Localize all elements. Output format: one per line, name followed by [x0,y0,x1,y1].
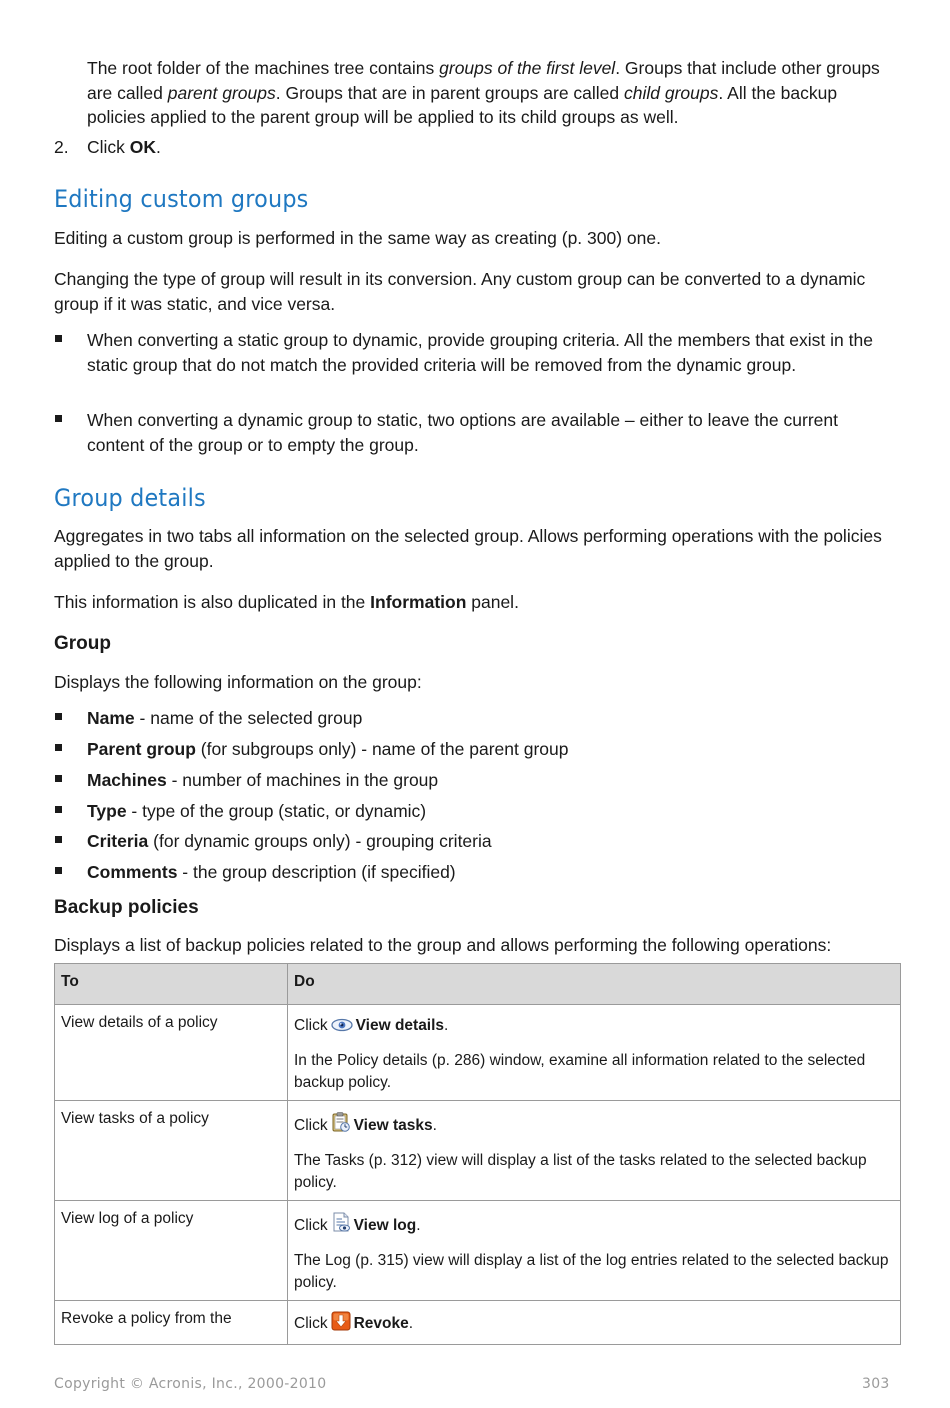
group-intro: Displays the following information on the group: [54,672,422,692]
row-note: In the Policy details (p. 286) window, examine all information related to the selected backup policy. [294,1052,866,1091]
bullet-marker [55,806,62,813]
table-cell-to: View details of a policy [55,1005,288,1101]
table-cell-to: Revoke a policy from the [55,1301,288,1345]
eye-icon[interactable] [331,1017,353,1040]
heading-group-details: Group details [54,484,206,512]
group-item-type: Type - type of the group (static, or dynamic) [87,801,427,821]
editing-paragraph-1: Editing a custom group is performed in the same way as creating (p. 300) one. [54,228,661,248]
table-row [55,1101,901,1201]
bullet-marker [55,867,62,874]
table-cell-to: View tasks of a policy [55,1101,288,1201]
editing-bullet-1: When converting a static group to dynamic, provide grouping criteria. All the members that exist in the static group that do not match the provided criteria will be removed from the dynamic group. [87,330,873,375]
row-note: The Tasks (p. 312) view will display a list of the tasks related to the selected backup policy. [294,1152,867,1191]
step-number: 2. [54,137,69,157]
policies-table [54,963,901,1345]
table-cell-do: Click View details. In the Policy details (p. 286) window, examine all information related to the selected backup policy. [288,1005,901,1101]
group-item-comments: Comments - the group description (if specified) [87,862,456,882]
editing-bullet-2: When converting a dynamic group to static, two options are available – either to leave the current content of the group or to empty the group. [87,410,838,455]
table-cell-do: Click View tasks. The Tasks (p. 312) view will display a list of the tasks related to the selected backup policy. [288,1101,901,1201]
row-note: The Log (p. 315) view will display a list of the log entries related to the selected backup policy. [294,1252,889,1291]
backup-policies-intro: Displays a list of backup policies related to the group and allows performing the following operations: [54,935,832,955]
heading-editing-custom-groups: Editing custom groups [54,185,309,213]
group-item-parent-group: Parent group (for subgroups only) - name of the parent group [87,739,569,759]
intro-paragraph: The root folder of the machines tree contains groups of the first level. Groups that include other groups are called parent groups. Groups that are in parent groups are called child groups. All the backup policies applied to the parent group will be applied to its child groups as well. [87,58,880,127]
tasks-icon[interactable] [331,1111,351,1140]
bullet-marker [55,713,62,720]
table-row [55,1005,901,1101]
revoke-action[interactable]: Revoke [353,1315,409,1332]
heading-group: Group [54,633,111,654]
table-header-do: Do [288,964,901,1005]
group-item-name: Name - name of the selected group [87,708,363,728]
view-tasks-action[interactable]: View tasks [353,1117,433,1134]
view-details-action[interactable]: View details [355,1017,445,1034]
footer-page-number: 303 [862,1376,890,1392]
bullet-marker [55,775,62,782]
group-item-criteria: Criteria (for dynamic groups only) - grouping criteria [87,831,492,851]
editing-paragraph-2: Changing the type of group will result in its conversion. Any custom group can be converted to a dynamic group if it was static, and vice versa. [54,269,866,314]
log-icon[interactable] [331,1211,351,1240]
table-row [55,1301,901,1345]
table-row [55,1201,901,1301]
view-log-action[interactable]: View log [353,1217,417,1234]
bullet-marker [55,744,62,751]
bullet-marker [55,836,62,843]
table-cell-to: View log of a policy [55,1201,288,1301]
heading-backup-policies: Backup policies [54,897,199,918]
table-cell-do: Click View log. The Log (p. 315) view will display a list of the log entries related to the selected backup policy. [288,1201,901,1301]
group-item-machines: Machines - number of machines in the group [87,770,439,790]
step-click-ok: Click OK. [87,137,161,157]
bullet-marker [55,335,62,342]
footer-copyright: Copyright © Acronis, Inc., 2000-2010 [54,1376,327,1392]
table-header-to: To [55,964,288,1005]
table-header-row [55,964,901,1005]
table-cell-do: Click Revoke. [288,1301,901,1345]
group-details-paragraph-1: Aggregates in two tabs all information on the selected group. Allows performing operations with the policies applied to the group. [54,526,882,571]
bullet-marker [55,415,62,422]
group-details-paragraph-2: This information is also duplicated in the Information panel. [54,592,519,612]
revoke-icon[interactable] [331,1311,351,1338]
